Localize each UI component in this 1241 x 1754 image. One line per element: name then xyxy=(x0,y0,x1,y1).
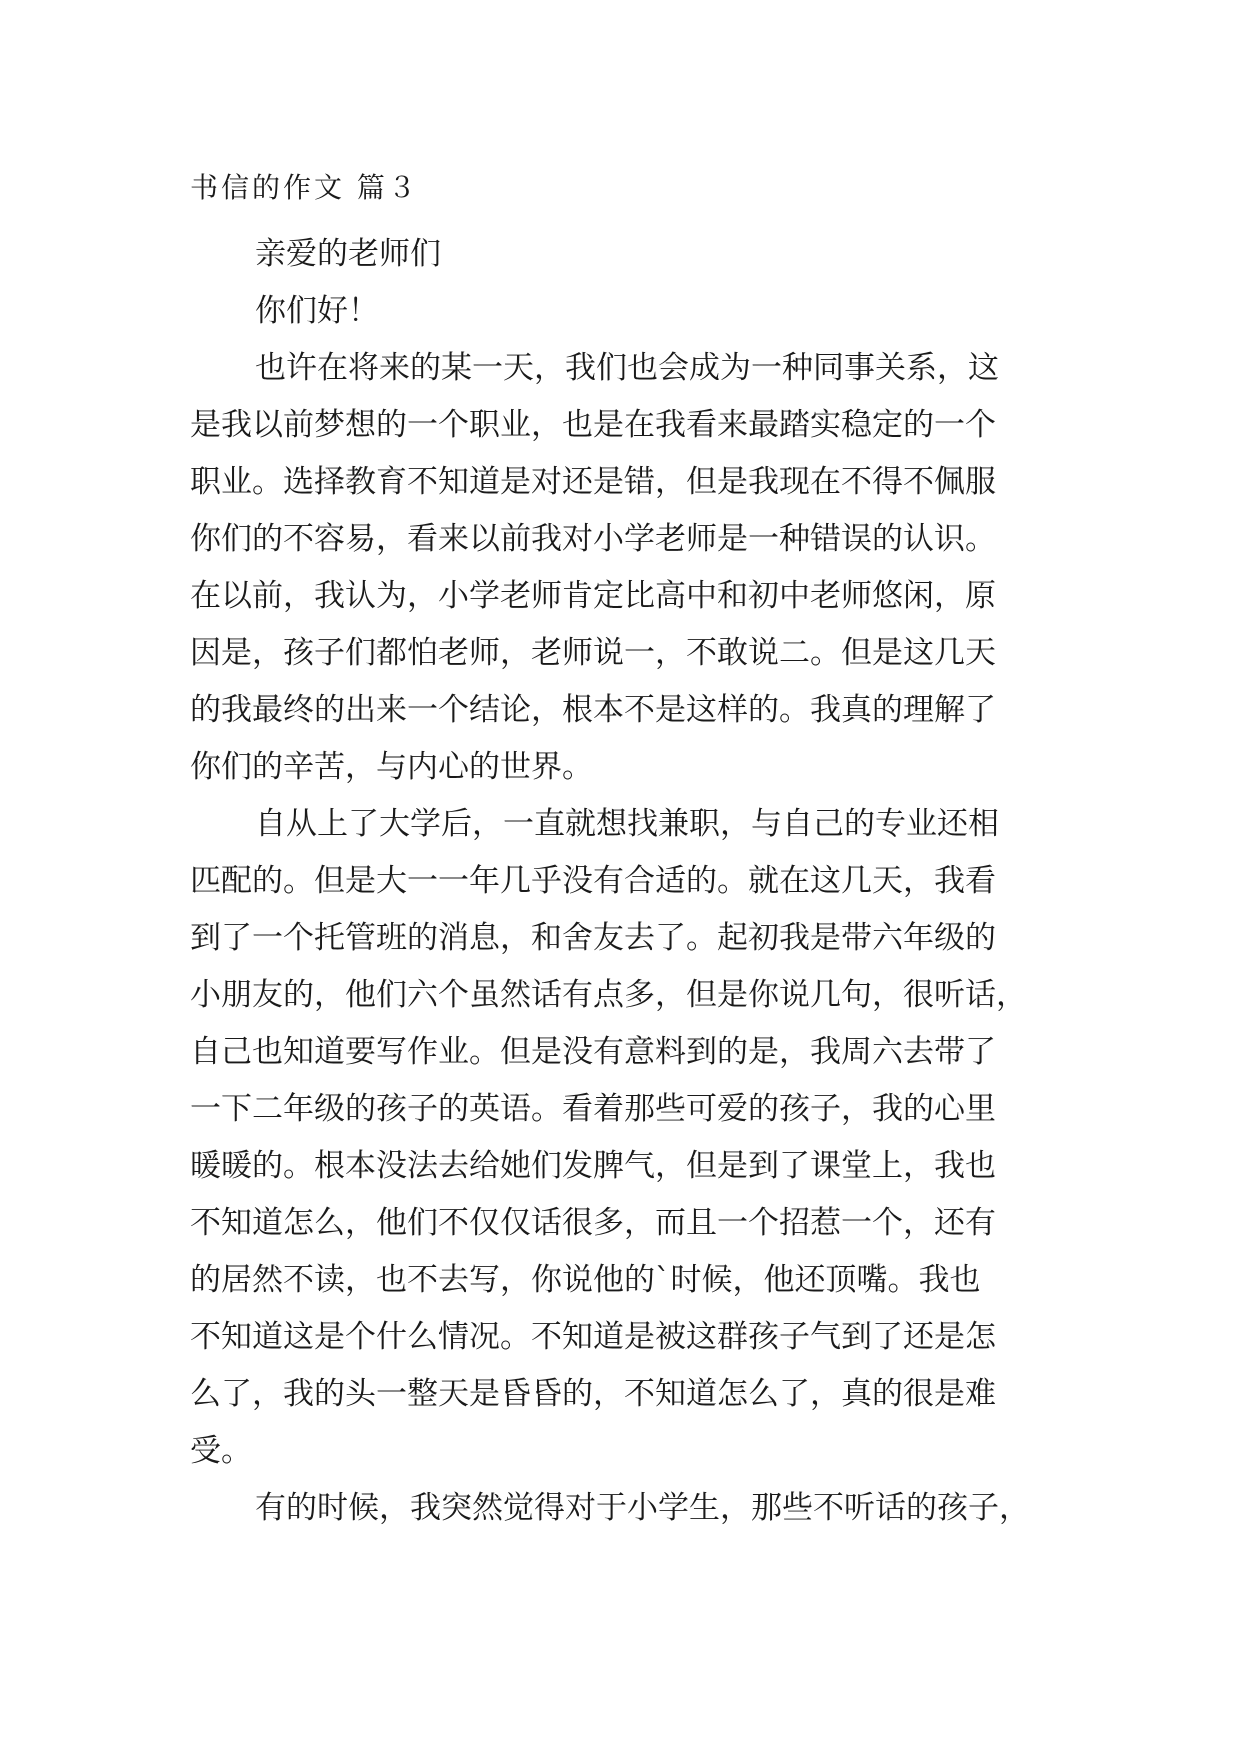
body-line: 自从上了大学后，一直就想找兼职，与自己的专业还相 xyxy=(255,806,999,842)
body-line: 到了一个托管班的消息，和舍友去了。起初我是带六年级的 xyxy=(190,920,996,956)
body-line: 你们的辛苦，与内心的世界。 xyxy=(190,749,593,785)
body-line: 受。 xyxy=(190,1433,252,1469)
body-line: 小朋友的，他们六个虽然话有点多，但是你说几句，很听话， xyxy=(190,977,1027,1013)
body-line: 在以前，我认为，小学老师肯定比高中和初中老师悠闲，原 xyxy=(190,578,996,614)
body-line: 也许在将来的某一天，我们也会成为一种同事关系，这 xyxy=(255,350,999,386)
body-line: 职业。选择教育不知道是对还是错，但是我现在不得不佩服 xyxy=(190,464,996,500)
body-line: 有的时候，我突然觉得对于小学生，那些不听话的孩子， xyxy=(255,1490,1030,1526)
body-line: 不知道这是个什么情况。不知道是被这群孩子气到了还是怎 xyxy=(190,1319,996,1355)
body-line: 自己也知道要写作业。但是没有意料到的是，我周六去带了 xyxy=(190,1034,996,1070)
body-line: 的居然不读，也不去写，你说他的`时候，他还顶嘴。我也 xyxy=(190,1262,981,1298)
salutation-line: 你们好！ xyxy=(255,293,379,329)
body-line: 是我以前梦想的一个职业，也是在我看来最踏实稳定的一个 xyxy=(190,407,996,443)
body-line: 的我最终的出来一个结论，根本不是这样的。我真的理解了 xyxy=(190,692,996,728)
body-line: 你们的不容易，看来以前我对小学老师是一种错误的认识。 xyxy=(190,521,996,557)
body-line: 因是，孩子们都怕老师，老师说一，不敢说二。但是这几天 xyxy=(190,635,996,671)
body-line: 不知道怎么，他们不仅仅话很多，而且一个招惹一个，还有 xyxy=(190,1205,996,1241)
body-line: 暖暖的。根本没法去给她们发脾气，但是到了课堂上，我也 xyxy=(190,1148,996,1184)
body-line: 匹配的。但是大一一年几乎没有合适的。就在这几天，我看 xyxy=(190,863,996,899)
body-line: 么了，我的头一整天是昏昏的，不知道怎么了，真的很是难 xyxy=(190,1376,996,1412)
body-line: 一下二年级的孩子的英语。看着那些可爱的孩子，我的心里 xyxy=(190,1091,996,1127)
document-title: 书信的作文 篇３ xyxy=(190,171,419,204)
greeting-line: 亲爱的老师们 xyxy=(255,236,441,272)
